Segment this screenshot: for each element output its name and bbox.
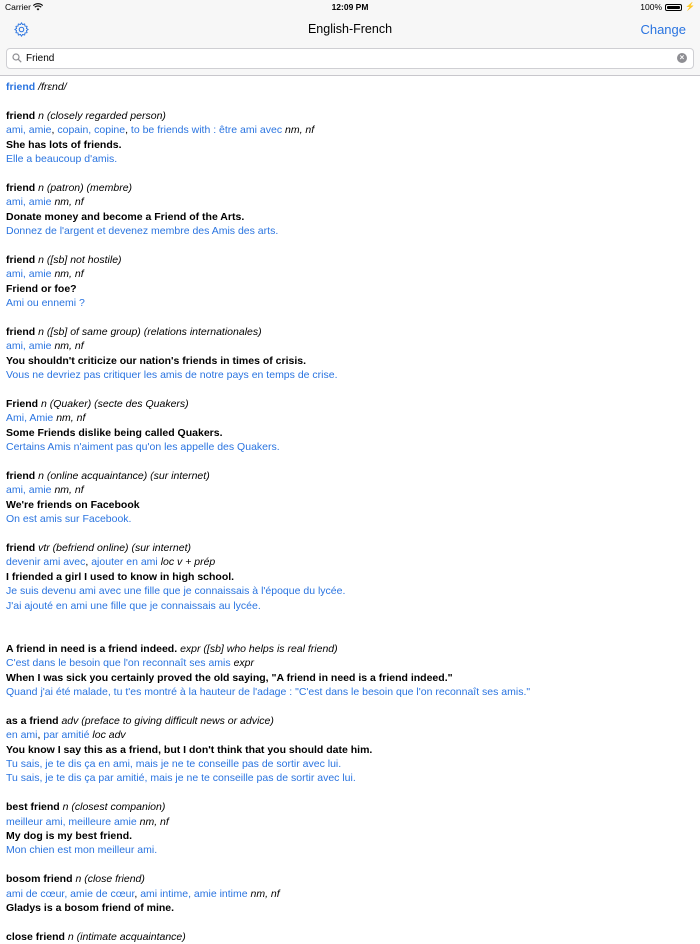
translation-link[interactable]: devenir ami avec xyxy=(6,556,86,569)
example-french: On est amis sur Facebook. xyxy=(6,513,132,526)
entry xyxy=(6,642,694,700)
entry-headword: friend xyxy=(6,469,36,482)
grammar-label: nm, nf xyxy=(54,268,84,281)
entry-header xyxy=(6,714,694,728)
entry-headword: friend xyxy=(6,541,36,554)
battery-icon xyxy=(665,4,682,11)
translation-line xyxy=(6,123,694,137)
translation-line xyxy=(6,483,694,497)
translation-link[interactable]: C'est dans le besoin que l'on reconnaît ses amis xyxy=(6,657,231,670)
entry-pos: expr ([sb] who helps is real friend) xyxy=(180,642,338,655)
translation-link[interactable]: meilleur ami, meilleure amie xyxy=(6,815,137,828)
entry-headword: Friend xyxy=(6,397,39,410)
translation-separator: , xyxy=(37,729,44,742)
entry-pos: n (close friend) xyxy=(75,873,145,886)
example-english: My dog is my best friend. xyxy=(6,829,133,842)
compounds-list xyxy=(6,642,694,944)
entry-pos: n ([sb] of same group) (relations internationales) xyxy=(38,325,262,338)
search-icon xyxy=(12,53,22,63)
example-english: Donate money and become a Friend of the Arts. xyxy=(6,210,245,223)
entry-header xyxy=(6,181,694,195)
entry xyxy=(6,253,694,311)
grammar-label: nm, nf xyxy=(54,340,84,353)
entry xyxy=(6,325,694,383)
entry-pos: n (closest companion) xyxy=(62,801,166,814)
dictionary-content xyxy=(0,76,700,944)
navigation-bar xyxy=(0,14,700,45)
entry xyxy=(6,541,694,613)
entry xyxy=(6,469,694,527)
translation-link[interactable]: ami intime, amie intime xyxy=(140,887,248,900)
translation-link[interactable]: en ami xyxy=(6,729,38,742)
search-input[interactable] xyxy=(6,48,694,69)
grammar-label: loc v + prép xyxy=(160,556,216,569)
translation-separator: , xyxy=(125,124,131,137)
spacer xyxy=(6,166,694,180)
section-spacer xyxy=(6,613,694,642)
entry-header xyxy=(6,642,694,656)
example-french: Je suis devenu ami avec une fille que je connaissais à l'époque du lycée. xyxy=(6,585,346,598)
entry-pos: n (Quaker) (secte des Quakers) xyxy=(41,397,189,410)
translation-link[interactable]: ami, amie xyxy=(6,340,52,353)
translation-line xyxy=(6,195,694,209)
entry-header xyxy=(6,800,694,814)
example-french: Tu sais, je te dis ça par amitié, mais je ne te conseille pas de sortir avec lui. xyxy=(6,772,356,785)
example-english: When I was sick you certainly proved the old saying, "A friend in need is a friend indeed." xyxy=(6,671,453,684)
entry-header xyxy=(6,397,694,411)
battery-indicator xyxy=(640,0,695,14)
entry-pos: n (patron) (membre) xyxy=(38,181,133,194)
example-english: Gladys is a bosom friend of mine. xyxy=(6,901,175,914)
example-english: She has lots of friends. xyxy=(6,138,122,151)
translation-separator: , xyxy=(85,556,92,569)
entry-pos: n ([sb] not hostile) xyxy=(38,253,122,266)
page-title: English-French xyxy=(307,22,393,36)
grammar-label: expr xyxy=(233,657,254,670)
entry xyxy=(6,109,694,167)
entry-header xyxy=(6,469,694,483)
entry-headword: friend xyxy=(6,253,36,266)
entry-headword: friend xyxy=(6,181,36,194)
entry-pos: n (online acquaintance) (sur internet) xyxy=(38,469,210,482)
entry xyxy=(6,714,694,786)
status-bar xyxy=(0,0,700,14)
spacer xyxy=(6,310,694,324)
entry xyxy=(6,930,694,944)
translation-link[interactable]: ami, amie xyxy=(6,196,52,209)
grammar-label: nm, nf xyxy=(54,196,84,209)
entry xyxy=(6,397,694,455)
entry xyxy=(6,181,694,239)
translation-link[interactable]: ami, amie xyxy=(6,484,52,497)
spacer xyxy=(6,858,694,872)
entry-headword: bosom friend xyxy=(6,873,73,886)
search-value: Friend xyxy=(26,53,55,64)
translation-link[interactable]: copain, copine xyxy=(57,124,126,137)
entry xyxy=(6,872,694,915)
headword[interactable]: friend xyxy=(6,81,36,93)
translation-link[interactable]: Ami, Amie xyxy=(6,412,54,425)
grammar-label: nm, nf xyxy=(139,815,169,828)
example-french: Donnez de l'argent et devenez membre des Amis des arts. xyxy=(6,225,279,238)
translation-link[interactable]: to be friends with : être ami avec xyxy=(130,124,283,137)
example-english: We're friends on Facebook xyxy=(6,498,140,511)
entry-headword: as a friend xyxy=(6,714,59,727)
entry-header xyxy=(6,109,694,123)
entry-header xyxy=(6,541,694,555)
example-french: Mon chien est mon meilleur ami. xyxy=(6,844,158,857)
grammar-label: nm, nf xyxy=(250,887,280,900)
entry-header xyxy=(6,253,694,267)
entry xyxy=(6,800,694,858)
entry-header xyxy=(6,325,694,339)
charging-icon: ⚡ xyxy=(685,2,695,11)
example-english: Friend or foe? xyxy=(6,282,77,295)
search-bar xyxy=(0,45,700,76)
entry-headword: A friend in need is a friend indeed. xyxy=(6,642,178,655)
entry-pos: n (closely regarded person) xyxy=(38,109,166,122)
translation-link[interactable]: ami de cœur, amie de cœur xyxy=(6,887,135,900)
entry-headword: friend xyxy=(6,325,36,338)
translation-link[interactable]: ajouter en ami xyxy=(91,556,158,569)
entry-headword: friend xyxy=(6,109,36,122)
entry-headword: best friend xyxy=(6,801,60,814)
carrier-text: Carrier xyxy=(5,2,31,12)
example-english: You shouldn't criticize our nation's friends in times of crisis. xyxy=(6,354,307,367)
entry-headword: close friend xyxy=(6,930,65,943)
translation-link[interactable]: par amitié xyxy=(43,729,90,742)
translation-line xyxy=(6,339,694,353)
translation-line xyxy=(6,411,694,425)
translation-line xyxy=(6,656,694,670)
example-french: Ami ou ennemi ? xyxy=(6,297,85,310)
example-french: Quand j'ai été malade, tu t'es montré à la hauteur de l'adage : "C'est dans le besoin que l'on reconnaît ses amis." xyxy=(6,685,531,698)
translation-separator: , xyxy=(134,887,141,900)
example-english: I friended a girl I used to know in high school. xyxy=(6,570,235,583)
translation-line xyxy=(6,555,694,569)
spacer xyxy=(6,238,694,252)
translation-link[interactable]: ami, amie xyxy=(6,124,52,137)
entries-list xyxy=(6,109,694,642)
battery-percent: 100% xyxy=(640,2,663,12)
translation-line xyxy=(6,267,694,281)
example-french: Elle a beaucoup d'amis. xyxy=(6,153,118,166)
grammar-label: nm, nf xyxy=(285,124,315,137)
headword-line xyxy=(6,80,694,94)
grammar-label: nm, nf xyxy=(54,484,84,497)
grammar-label: nm, nf xyxy=(56,412,86,425)
entry-pos: vtr (befriend online) (sur internet) xyxy=(38,541,191,554)
translation-line xyxy=(6,815,694,829)
translation-line xyxy=(6,887,694,901)
example-french: Tu sais, je te dis ça en ami, mais je ne te conseille pas de sortir avec lui. xyxy=(6,757,342,770)
spacer xyxy=(6,699,694,713)
pronunciation: /frɛnd/ xyxy=(38,81,67,93)
translation-link[interactable]: ami, amie xyxy=(6,268,52,281)
clear-icon[interactable]: × xyxy=(677,53,687,63)
entry-pos: adv (preface to giving difficult news or advice) xyxy=(61,714,274,727)
entry-header xyxy=(6,872,694,886)
spacer xyxy=(6,527,694,541)
entry-header xyxy=(6,930,694,944)
example-french: Vous ne devriez pas critiquer les amis de notre pays en temps de crise. xyxy=(6,369,338,382)
example-french: J'ai ajouté en ami une fille que je connaissais au lycée. xyxy=(6,599,261,612)
example-english: Some Friends dislike being called Quakers. xyxy=(6,426,223,439)
change-button[interactable]: Change xyxy=(640,22,686,37)
spacer xyxy=(6,786,694,800)
entry-pos: n (intimate acquaintance) xyxy=(67,930,186,943)
clock: 12:09 PM xyxy=(331,2,369,12)
translation-separator: , xyxy=(51,124,58,137)
example-english: You know I say this as a friend, but I don't think that you should date him. xyxy=(6,743,373,756)
grammar-label: loc adv xyxy=(92,729,126,742)
spacer xyxy=(6,382,694,396)
spacer xyxy=(6,454,694,468)
translation-line xyxy=(6,728,694,742)
spacer xyxy=(6,915,694,929)
example-french: Certains Amis n'aiment pas qu'on les appelle des Quakers. xyxy=(6,441,280,454)
